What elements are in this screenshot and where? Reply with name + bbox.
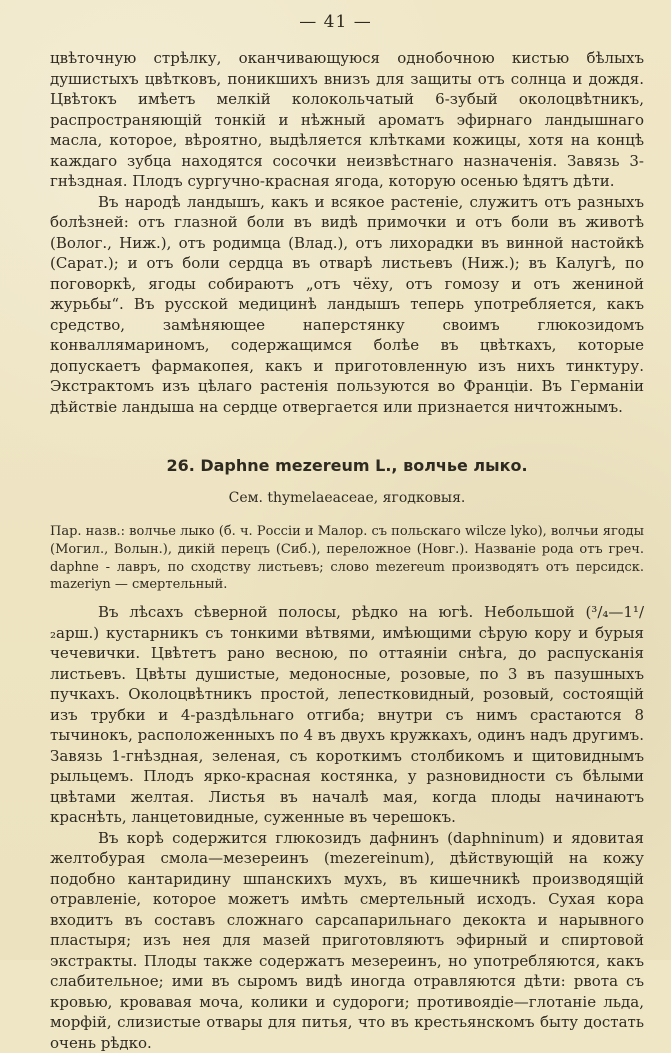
- section-gap: [50, 417, 644, 455]
- plant-family: Сем. thymelaeaceae, ягодковыя.: [228, 490, 466, 506]
- paragraph-top-1: цвѣточную стрѣлку, оканчивающуюся однобочною кистью бѣлыхъ душистыхъ цвѣтковъ, поникшихъ внизъ для защиты отъ солнца и дождя. Цвѣтокъ имѣетъ мелкій колокольчатый 6-зубый околоцвѣтникъ, распространяющій тонкій и нѣжный ароматъ эфирнаго ландышнаго масла, которое, вѣроятно, выдѣляется клѣтками кожицы, хотя на концѣ каждаго зубца находятся сосочки неизвѣстнаго назначенія. Завязь 3-гнѣздная. Плодъ сургучно-красная ягода, которую осенью ѣдятъ дѣти.: [50, 49, 644, 190]
- paragraph-top-2: Въ народѣ ландышъ, какъ и всякое растеніе, служитъ отъ разныхъ болѣзней: отъ глазной боли въ видѣ примочки и отъ боли въ животѣ (Волог., Ниж.), отъ родимца (Влад.), отъ лихорадки въ винной настойкѣ (Сарат.); и отъ боли сердца въ отварѣ листьевъ (Ниж.); въ Калугѣ, по поговоркѣ, ягоды собираютъ „отъ чёху, отъ гомозу и отъ жениной журьбы“. Въ русской медицинѣ ландышъ теперь употребляется, какъ средство, замѣняющее наперстянку своимъ глюкозидомъ конваллямариномъ, содержащимся болѣе въ цвѣткахъ, которые допускаетъ фармакопея, какъ и приготовленную изъ нихъ тинктуру. Экстрактомъ изъ цѣлаго растенія пользуются во Франціи. Въ Германіи дѣйствіе ландыша на сердце отвергается или признается ничтожнымъ.: [50, 192, 644, 416]
- popular-names: Пар. назв.: волчье лыко (б. ч. Россіи и Малор. съ польскаго wilcze lyko), волчьи ягоды (Могил., Волын.), дикій перецъ (Сиб.), переложное (Новг.). Названіе рода отъ греч. daphne - лавръ, по сходству листьевъ; слово mezereum производятъ отъ персидск. mazeriyn — смертельный.: [50, 524, 644, 593]
- paragraph-bottom-1: Въ лѣсахъ сѣверной полосы, рѣдко на югѣ. Небольшой (³/₄—1¹/₂арш.) кустарникъ съ тонкими вѣтвями, имѣющими сѣрую кору и бурыя чечевички. Цвѣтетъ рано весною, по оттаяніи снѣга, до распусканія листьевъ. Цвѣты душистые, медоносные, розовые, по 3 въ пазушныхъ пучкахъ. Околоцвѣтникъ простой, лепестковидный, розовый, состоящій изъ трубки и 4-раздѣльнаго отгиба; внутри съ нимъ срастаются 8 тычинокъ, расположенныхъ по 4 въ двухъ кружкахъ, одинъ надъ другимъ. Завязь 1-гнѣздная, зеленая, съ короткимъ столбикомъ и щитовиднымъ рыльцемъ. Плодъ ярко-красная костянка, у разновидности съ бѣлыми цвѣтами желтая. Листья въ началѣ мая, когда плоды начинаютъ краснѣть, ланцетовидные, суженные въ черешокъ.: [50, 603, 644, 827]
- section-heading: 26. Daphne mezereum L., волчье лыко.: [166, 456, 528, 475]
- page-number: — 41 —: [299, 12, 372, 32]
- page-content: [50, 48, 644, 1053]
- paragraph-bottom-2: Въ корѣ содержится глюкозидъ дафнинъ (daphninum) и ядовитая желтобурая смола—мезереинъ (mezereinum), дѣйствующій на кожу подобно кантаридину шпанскихъ мухъ, въ кишечникѣ производящій отравленіе, которое можетъ имѣть смертельный исходъ. Сухая кора входитъ въ составъ сложнаго сарсапарильнаго декокта и нарывного пластыря; изъ нея для мазей приготовляютъ эфирный и спиртовой экстракты. Плоды также содержатъ мезереинъ, но употребляются, какъ слабительное; ими въ сыромъ видѣ иногда отравляются дѣти: рвота съ кровью, кровавая моча, колики и судороги; противоядіе—глотаніе льда, морфій, слизистые отвары для питья, что въ крестьянскомъ быту достать очень рѣдко.: [50, 828, 644, 1052]
